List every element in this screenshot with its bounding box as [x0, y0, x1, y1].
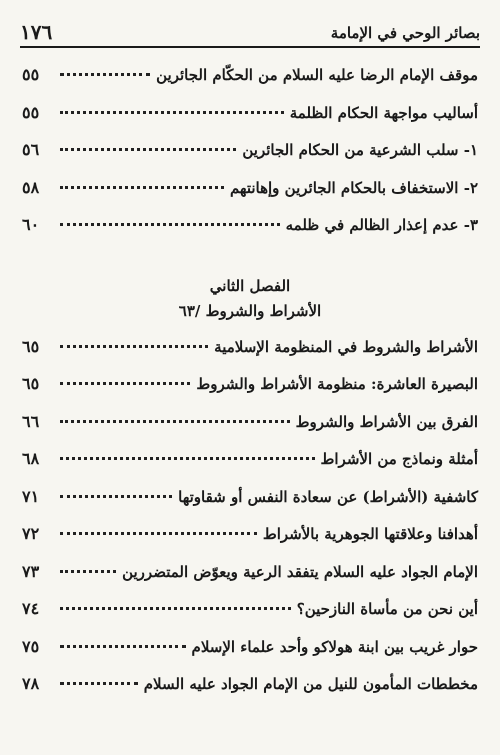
dot-leader [60, 381, 190, 385]
chapter-title: الأشراط والشروط /٦٣ [178, 301, 322, 320]
dot-leader [60, 419, 290, 423]
toc-entry-title: أساليب مواجهة الحكام الظلمة [289, 103, 478, 122]
toc-entry [22, 665, 478, 703]
toc-entry [22, 403, 478, 441]
toc-entry-title: أمثلة ونماذج من الأشراط [320, 450, 478, 468]
dot-leader [60, 344, 208, 348]
toc-entry [22, 94, 478, 132]
toc-section-top [22, 56, 478, 244]
dot-leader [60, 606, 291, 610]
toc-entry [22, 440, 478, 478]
toc-entry-page: ٧٢ [22, 524, 40, 543]
toc-entry-page: ٥٥ [22, 65, 40, 84]
dot-leader [60, 147, 236, 151]
toc-section-bottom [22, 328, 478, 703]
toc-entry-page: ٧٤ [22, 599, 40, 618]
toc-entry-page: ٦٥ [22, 374, 40, 393]
toc-entry [22, 206, 478, 244]
toc-entry-title: ٢- الاستخفاف بالحكام الجائرين وإهانتهم [229, 178, 478, 197]
toc-entry-title: أهدافنا وعلاقتها الجوهرية بالأشراط [262, 525, 478, 543]
toc-entry-title: حوار غريب بين ابنة هولاكو وأحد علماء الإسلام [191, 637, 478, 656]
toc-entry-page: ٧١ [22, 486, 40, 506]
toc-entry [22, 478, 478, 516]
toc-entry-title: ٣- عدم إعذار الظالم في ظلمه [285, 216, 478, 234]
table-of-contents [22, 56, 478, 703]
dot-leader [60, 494, 172, 498]
toc-entry-title: موقف الإمام الرضا عليه السلام من الحكّام الجائرين [156, 66, 478, 84]
dot-leader [60, 456, 315, 460]
dot-leader [60, 222, 280, 226]
toc-entry-page: ٧٨ [22, 674, 40, 693]
toc-entry-page: ٥٦ [22, 140, 40, 159]
toc-entry-title: البصيرة العاشرة: منظومة الأشراط والشروط [196, 375, 478, 393]
toc-entry-page: ٥٨ [22, 177, 40, 197]
dot-leader [60, 531, 257, 535]
page-number: ١٧٦ [20, 20, 53, 44]
toc-entry-page: ٦٨ [22, 449, 40, 468]
book-title: بصائر الوحي في الإمامة [330, 24, 480, 42]
toc-entry [22, 628, 478, 666]
toc-entry-title: الأشراط والشروط في المنظومة الإسلامية [214, 337, 478, 356]
toc-entry-title: الفرق بين الأشراط والشروط [295, 412, 478, 431]
dot-leader [60, 185, 224, 189]
toc-entry-title: مخططات المأمون للنيل من الإمام الجواد عليه السلام [143, 675, 478, 693]
dot-leader [60, 110, 284, 114]
dot-leader [60, 72, 150, 76]
toc-entry [22, 169, 478, 207]
toc-entry [22, 365, 478, 403]
toc-entry-page: ٥٥ [22, 102, 40, 122]
toc-entry-title: أين نحن من مأساة النازحين؟ [296, 600, 478, 618]
chapter-label: الفصل الثاني [209, 276, 291, 295]
toc-entry-page: ٦٠ [22, 215, 40, 234]
toc-entry-title: كاشفية (الأشراط) عن سعادة النفس أو شقاوتها [178, 487, 478, 506]
toc-entry-page: ٦٥ [22, 336, 40, 356]
toc-entry [22, 553, 478, 591]
toc-entry-title: الإمام الجواد عليه السلام يتفقد الرعية ويعوّض المتضررين [122, 562, 478, 581]
toc-entry-page: ٧٣ [22, 561, 40, 581]
toc-entry-page: ٦٦ [22, 411, 40, 431]
toc-entry [22, 590, 478, 628]
toc-entry [22, 131, 478, 169]
toc-entry [22, 56, 478, 94]
toc-entry [22, 328, 478, 366]
running-head [20, 16, 480, 48]
toc-entry-title: ١- سلب الشرعية من الحكام الجائرين [242, 141, 478, 159]
dot-leader [60, 644, 186, 648]
dot-leader [60, 569, 116, 573]
dot-leader [60, 681, 138, 685]
toc-entry [22, 515, 478, 553]
toc-entry-page: ٧٥ [22, 636, 40, 656]
